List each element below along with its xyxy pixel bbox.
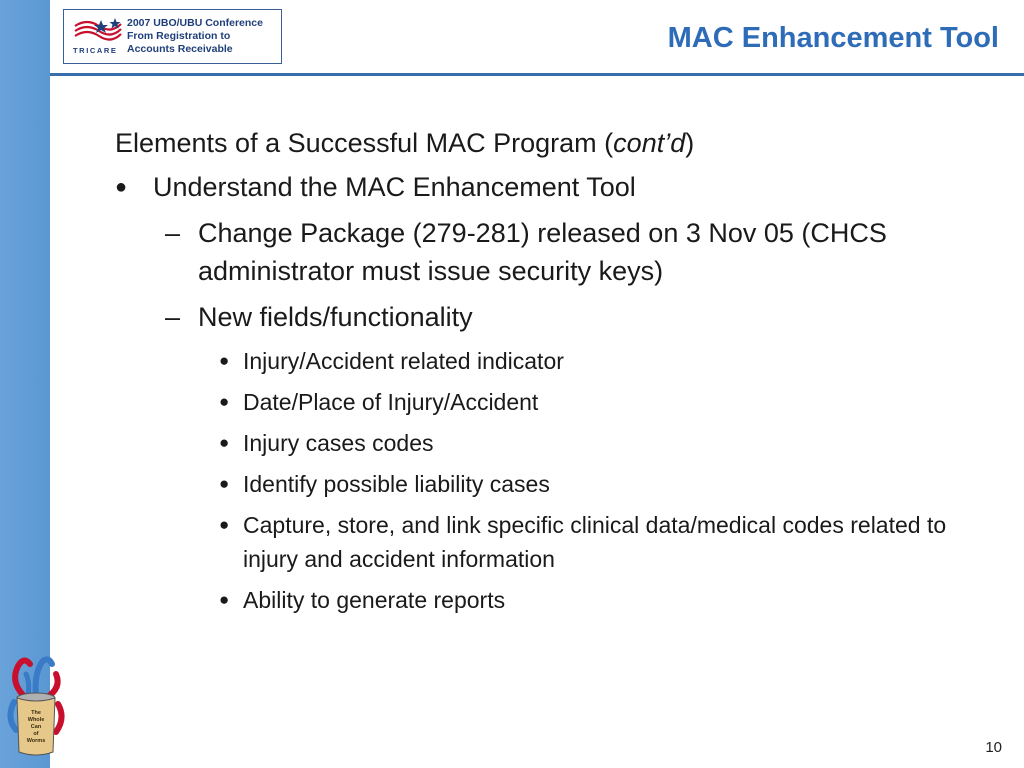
- bullet-level-2: [115, 214, 995, 290]
- bullet-dot-icon: ●: [219, 590, 230, 609]
- item-text: Ability to generate reports: [243, 587, 506, 613]
- logo-line: From Registration to: [127, 30, 231, 42]
- bullet-level-2: [115, 298, 995, 336]
- mascot-label: Worms: [26, 738, 46, 744]
- header-divider: [50, 73, 1024, 76]
- item-text: Injury cases codes: [243, 430, 434, 456]
- can-of-worms-icon: [6, 652, 66, 760]
- svg-text:TRICARE: TRICARE: [73, 46, 118, 55]
- tricare-logo-icon: [71, 16, 125, 58]
- item-text: Injury/Accident related indicator: [243, 348, 564, 374]
- mascot-label: of: [33, 731, 39, 737]
- bullet-dot-icon: ●: [219, 474, 230, 493]
- item-text: Date/Place of Injury/Accident: [243, 389, 539, 415]
- section-heading: [115, 126, 995, 160]
- list-item: [115, 344, 995, 378]
- mascot-label: Can: [30, 724, 42, 730]
- logo-text: [127, 17, 263, 56]
- list-item: [115, 583, 995, 617]
- list-item: [115, 385, 995, 419]
- bullet-level-1: [115, 170, 995, 204]
- bullet-text: New fields/functionality: [198, 302, 473, 332]
- list-item: [115, 508, 995, 576]
- mascot-label: Whole: [27, 717, 45, 723]
- page-number: 10: [985, 739, 1002, 756]
- bullet-dot-icon: ●: [219, 392, 230, 411]
- list-item: [115, 467, 995, 501]
- heading-close: ): [685, 128, 695, 158]
- slide-title: MAC Enhancement Tool: [667, 22, 999, 54]
- list-item: [115, 426, 995, 460]
- dash-bullet-icon: –: [165, 218, 181, 248]
- bullet-text: Understand the MAC Enhancement Tool: [153, 172, 636, 202]
- bullet-dot-icon: ●: [219, 515, 230, 534]
- mascot-label: The: [31, 710, 41, 716]
- dash-bullet-icon: –: [165, 302, 181, 332]
- bullet-dot-icon: ●: [115, 176, 128, 198]
- slide-content: [115, 126, 995, 624]
- item-text: Capture, store, and link specific clinical data/medical codes related to injury and accident information: [243, 512, 947, 572]
- bullet-text: Change Package (279-281) released on 3 Nov 05 (CHCS administrator must issue security keys): [198, 218, 887, 286]
- item-text: Identify possible liability cases: [243, 471, 550, 497]
- bullet-dot-icon: ●: [219, 433, 230, 452]
- heading-italic: cont’d: [613, 128, 686, 158]
- conference-logo: [63, 9, 282, 64]
- bullet-dot-icon: ●: [219, 351, 230, 370]
- logo-line: 2007 UBO/UBU Conference: [127, 17, 263, 29]
- heading-text: Elements of a Successful MAC Program (: [115, 128, 614, 158]
- logo-line: Accounts Receivable: [127, 43, 233, 55]
